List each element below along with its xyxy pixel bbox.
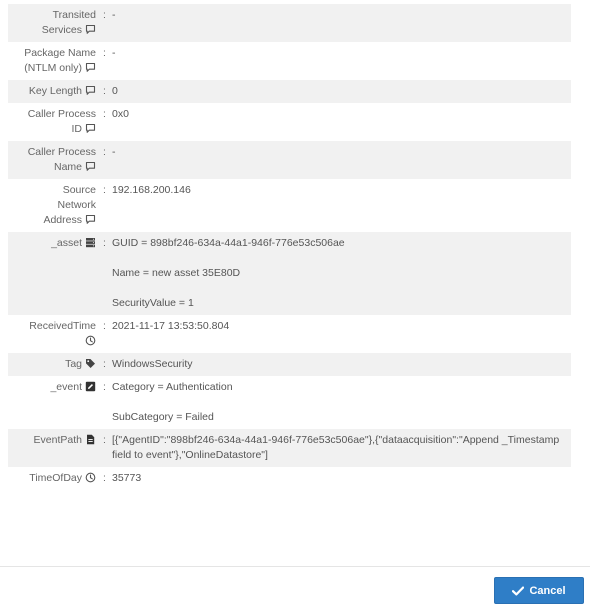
file-icon [85, 434, 96, 445]
tag-icon [85, 358, 96, 369]
field-value-text: 0 [112, 85, 118, 97]
footer-divider [0, 566, 590, 567]
field-separator: : [103, 47, 106, 59]
field-label [8, 8, 99, 38]
field-row [8, 429, 571, 467]
field-value [110, 236, 571, 311]
field-label [8, 236, 99, 251]
field-label [8, 471, 99, 486]
edit-square-icon [85, 381, 96, 392]
field-label [8, 145, 99, 175]
server-icon [85, 237, 96, 248]
field-label [8, 183, 99, 228]
field-label-text: Package Name [24, 47, 96, 59]
field-label-text: _asset [51, 237, 82, 249]
field-separator: : [103, 237, 106, 249]
field-value [110, 183, 571, 198]
field-value-text: 2021-11-17 13:53:50.804 [112, 320, 230, 332]
comment-icon[interactable] [85, 123, 96, 134]
field-label-text: (NTLM only) [24, 62, 82, 74]
check-icon [512, 586, 524, 596]
field-label-text: _event [50, 381, 82, 393]
field-separator: : [103, 85, 106, 97]
field-value-text: WindowsSecurity [112, 358, 193, 370]
field-label-text: Caller Process [27, 146, 96, 158]
field-row [8, 4, 571, 42]
comment-icon[interactable] [85, 214, 96, 225]
field-label-text: ID [71, 123, 82, 135]
field-value-text: GUID = 898bf246-634a-44a1-946f-776e53c506ae [112, 237, 345, 249]
field-value-text: Category = Authentication [112, 381, 233, 393]
comment-icon[interactable] [85, 161, 96, 172]
field-value-text: 0x0 [112, 108, 129, 120]
field-value [110, 357, 571, 372]
field-label [8, 84, 99, 99]
field-label-text: Source [62, 184, 96, 196]
clock-icon [85, 472, 96, 483]
field-value-text: 35773 [112, 472, 142, 484]
field-label-text: EventPath [33, 434, 82, 446]
field-value [110, 107, 571, 122]
field-label-text: Tag [65, 358, 82, 370]
field-separator: : [103, 9, 106, 21]
field-row [8, 103, 571, 141]
comment-icon[interactable] [85, 85, 96, 96]
field-label [8, 357, 99, 372]
field-row [8, 42, 571, 80]
field-label-text: TimeOfDay [29, 472, 82, 484]
comment-icon[interactable] [85, 24, 96, 35]
field-value-text: Name = new asset 35E80D [112, 267, 241, 279]
field-row [8, 353, 571, 376]
field-label-text: Network [57, 199, 96, 211]
field-value [110, 145, 571, 160]
field-label-text: Transited [52, 9, 96, 21]
field-value-text: - [112, 9, 116, 21]
field-label-text: Services [41, 24, 82, 36]
field-value [110, 433, 571, 463]
field-label [8, 319, 99, 349]
field-value [110, 319, 571, 334]
field-label-text: Name [53, 161, 82, 173]
field-value [110, 380, 571, 425]
field-label [8, 433, 99, 448]
field-value [110, 46, 571, 61]
field-label-text: Caller Process [27, 108, 96, 120]
cancel-label: Cancel [529, 584, 566, 597]
field-row [8, 467, 571, 490]
field-label [8, 380, 99, 395]
field-row [8, 179, 571, 232]
field-separator: : [103, 320, 106, 332]
field-value [110, 8, 571, 23]
field-value-text: 192.168.200.146 [112, 184, 191, 196]
field-separator: : [103, 381, 106, 393]
field-separator: : [103, 108, 106, 120]
field-separator: : [103, 358, 106, 370]
field-separator: : [103, 146, 106, 158]
field-label-text: ReceivedTime [29, 320, 96, 332]
field-value-text: - [112, 146, 116, 158]
field-label-text: Key Length [28, 85, 82, 97]
field-value-text: [{"AgentID":"898bf246-634a-44a1-946f-776e53c506ae"},{"dataacquisition":"Append _Timestamp field to event"},"OnlineDatastore"] [112, 434, 560, 461]
field-value [110, 471, 571, 486]
field-row [8, 315, 571, 353]
cancel-button[interactable] [494, 577, 584, 604]
field-separator: : [103, 184, 106, 196]
field-separator: : [103, 434, 106, 446]
field-row [8, 232, 571, 315]
field-row [8, 80, 571, 103]
field-value-text: SubCategory = Failed [112, 411, 214, 423]
field-separator: : [103, 472, 106, 484]
field-label [8, 46, 99, 76]
field-label-text: Address [43, 214, 82, 226]
field-value-text: - [112, 47, 116, 59]
field-row [8, 141, 571, 179]
field-label [8, 107, 99, 137]
field-value-text: SecurityValue = 1 [112, 297, 194, 309]
field-list [8, 4, 571, 490]
comment-icon[interactable] [85, 62, 96, 73]
field-row [8, 376, 571, 429]
field-value [110, 84, 571, 99]
clock-icon [85, 335, 96, 346]
